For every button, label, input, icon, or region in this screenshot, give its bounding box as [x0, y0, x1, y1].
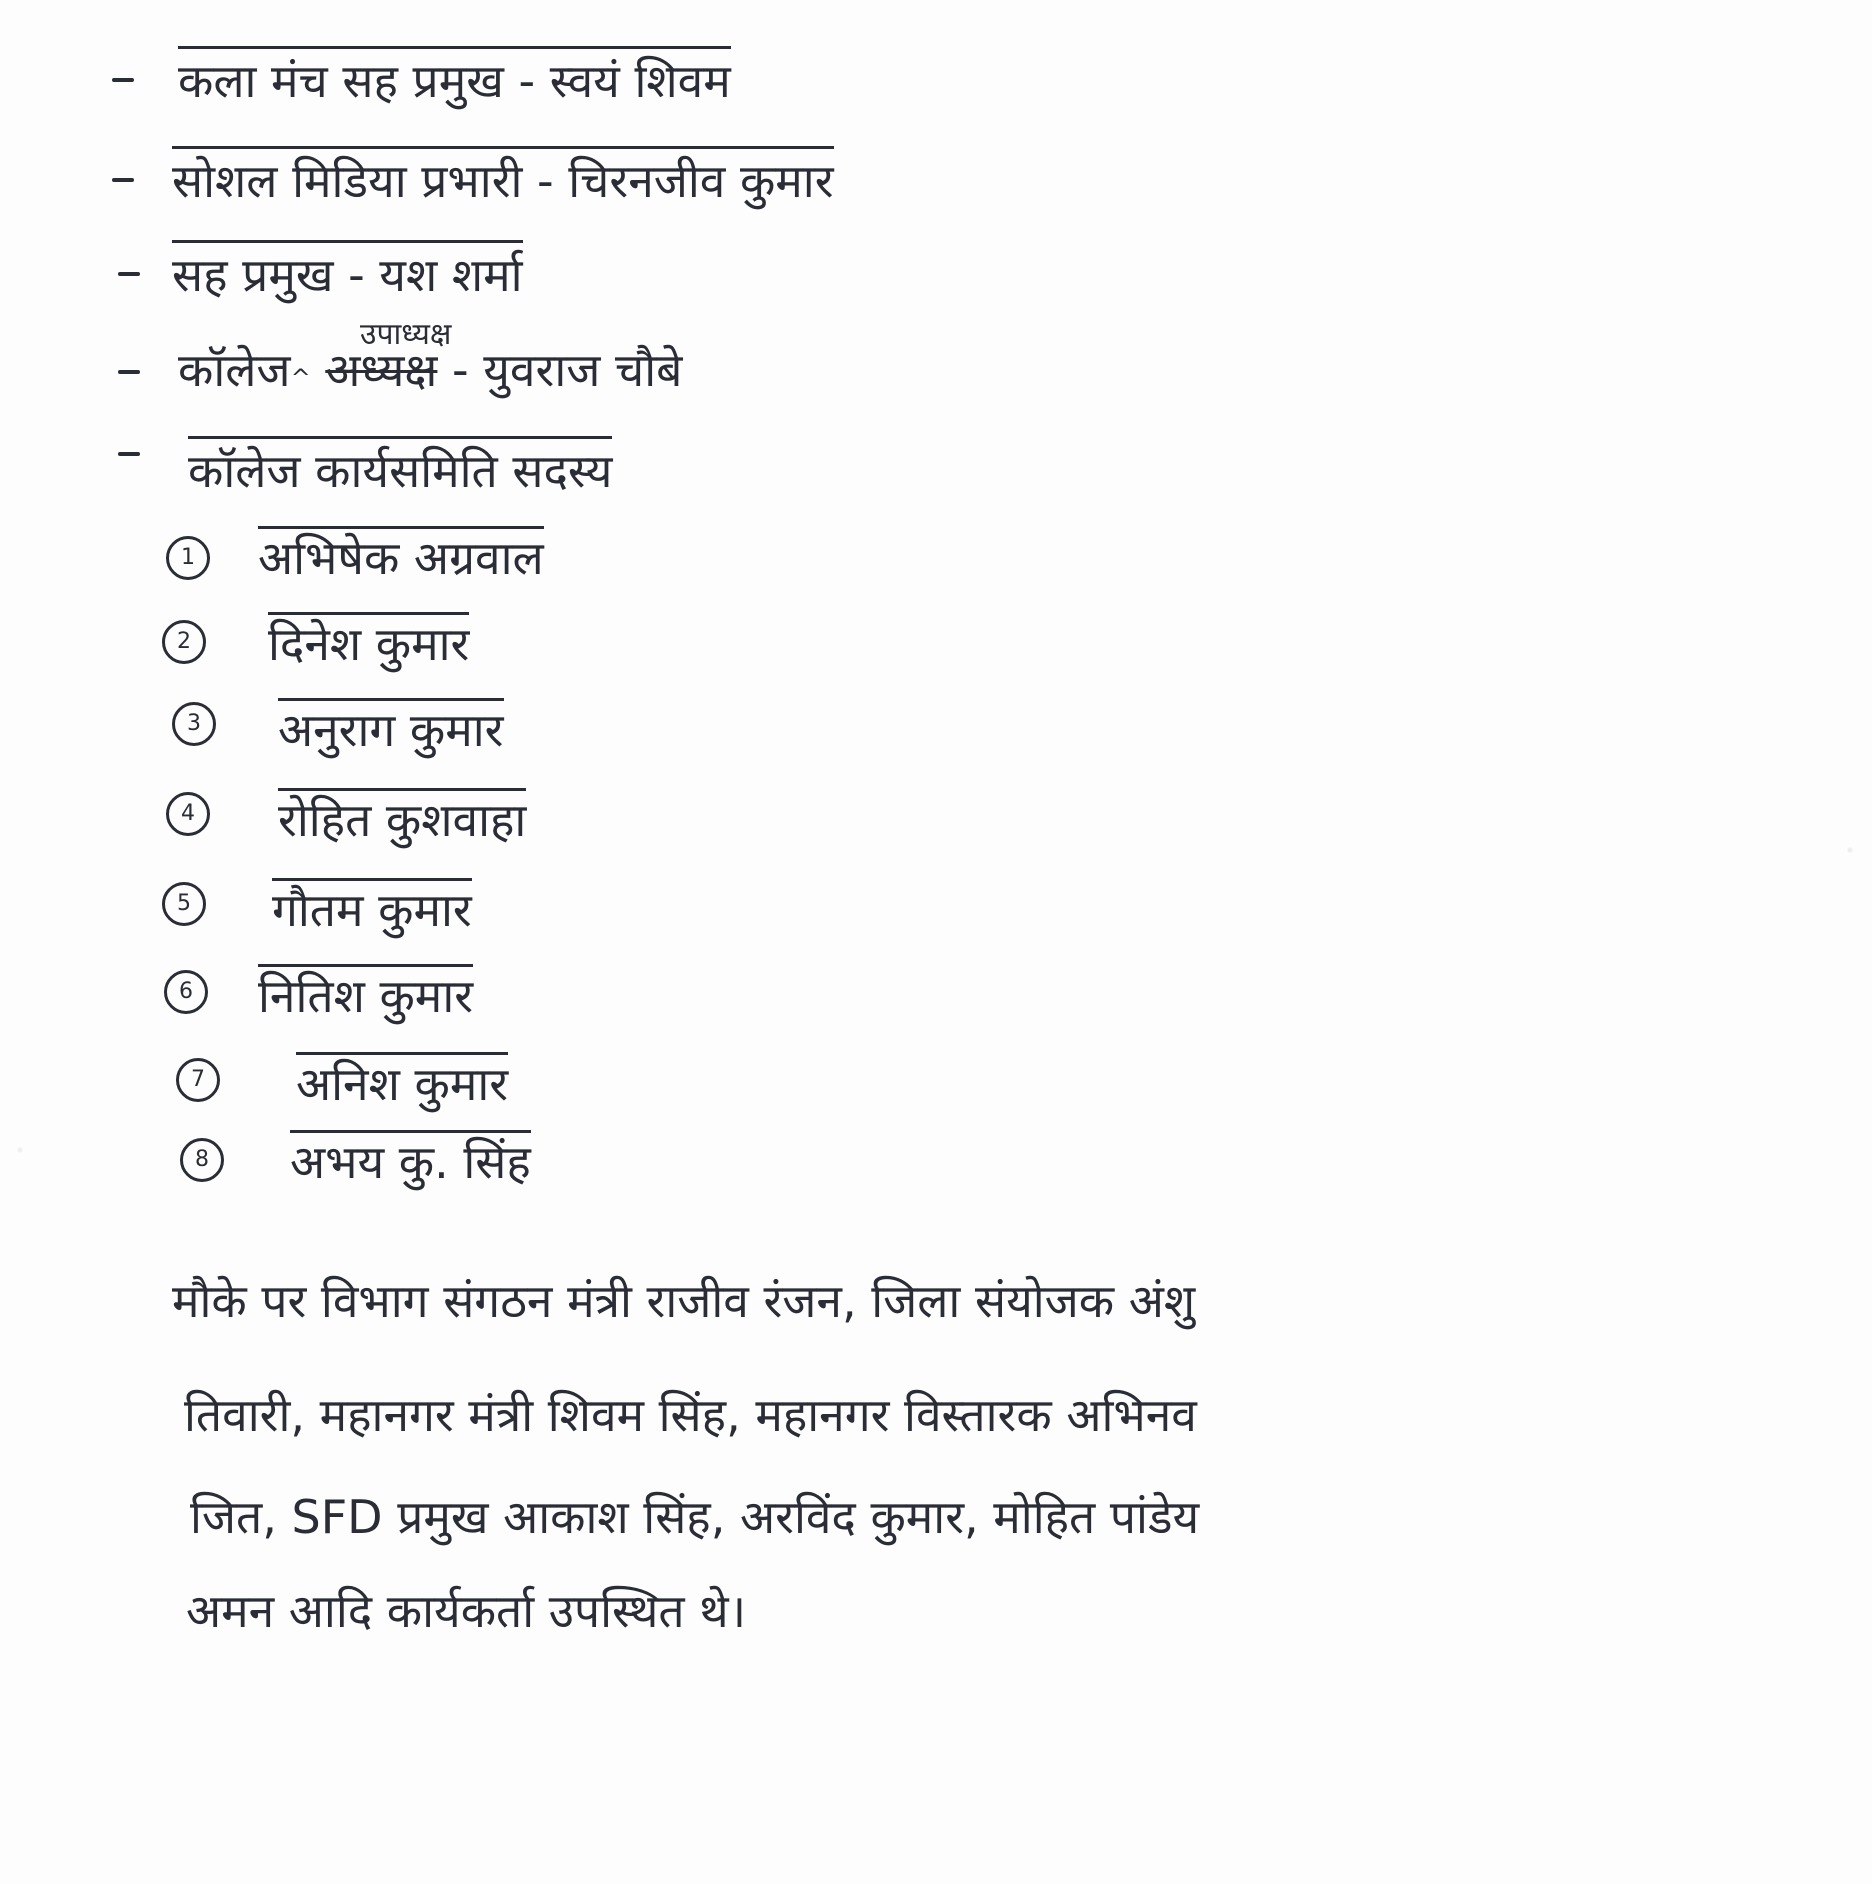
- bullet-dash: [112, 78, 134, 82]
- bullet-dash: [118, 272, 140, 276]
- bullet-dash: [112, 178, 134, 182]
- list-item: रोहित कुशवाहा: [278, 790, 526, 850]
- line-suffix: - युवराज चौबे: [452, 343, 683, 397]
- closing-line: जित, SFD प्रमुख आकाश सिंह, अरविंद कुमार, मोहित पांडेय: [190, 1490, 1200, 1544]
- member-number: 5: [162, 882, 206, 926]
- list-item: अनिश कुमार: [296, 1054, 508, 1114]
- member-number: 1: [166, 536, 210, 580]
- list-item: अनुराग कुमार: [278, 700, 504, 760]
- struck-word: अध्यक्ष: [325, 343, 438, 397]
- member-number: 4: [166, 792, 210, 836]
- vice-president-line: [178, 340, 682, 408]
- bullet-dash: [118, 452, 140, 456]
- role-line: सह प्रमुख - यश शर्मा: [172, 240, 523, 305]
- closing-line: अमन आदि कार्यकर्ता उपस्थित थे।: [186, 1584, 747, 1638]
- role-line: कला मंच सह प्रमुख - स्वयं शिवम: [178, 46, 731, 111]
- member-number: 2: [162, 620, 206, 664]
- caret-mark: ^: [290, 364, 311, 392]
- member-number: 8: [180, 1138, 224, 1182]
- member-number: 7: [176, 1058, 220, 1102]
- list-item: अभय कु. सिंह: [290, 1132, 531, 1192]
- member-number: 3: [172, 702, 216, 746]
- closing-line: तिवारी, महानगर मंत्री शिवम सिंह, महानगर विस्तारक अभिनव: [184, 1388, 1197, 1442]
- list-item: नितिश कुमार: [258, 966, 473, 1026]
- list-item: गौतम कुमार: [272, 880, 472, 940]
- bullet-dash: [118, 370, 140, 374]
- member-number: 6: [164, 970, 208, 1014]
- closing-line: मौके पर विभाग संगठन मंत्री राजीव रंजन, जिला संयोजक अंशु: [172, 1274, 1196, 1328]
- line-prefix: कॉलेज: [178, 343, 291, 397]
- inserted-correction: उपाध्यक्ष: [360, 317, 452, 352]
- list-item: अभिषेक अग्रवाल: [258, 528, 544, 588]
- list-item: दिनेश कुमार: [268, 614, 469, 674]
- committee-heading: कॉलेज कार्यसमिति सदस्य: [188, 436, 612, 501]
- role-line: सोशल मिडिया प्रभारी - चिरनजीव कुमार: [172, 146, 834, 211]
